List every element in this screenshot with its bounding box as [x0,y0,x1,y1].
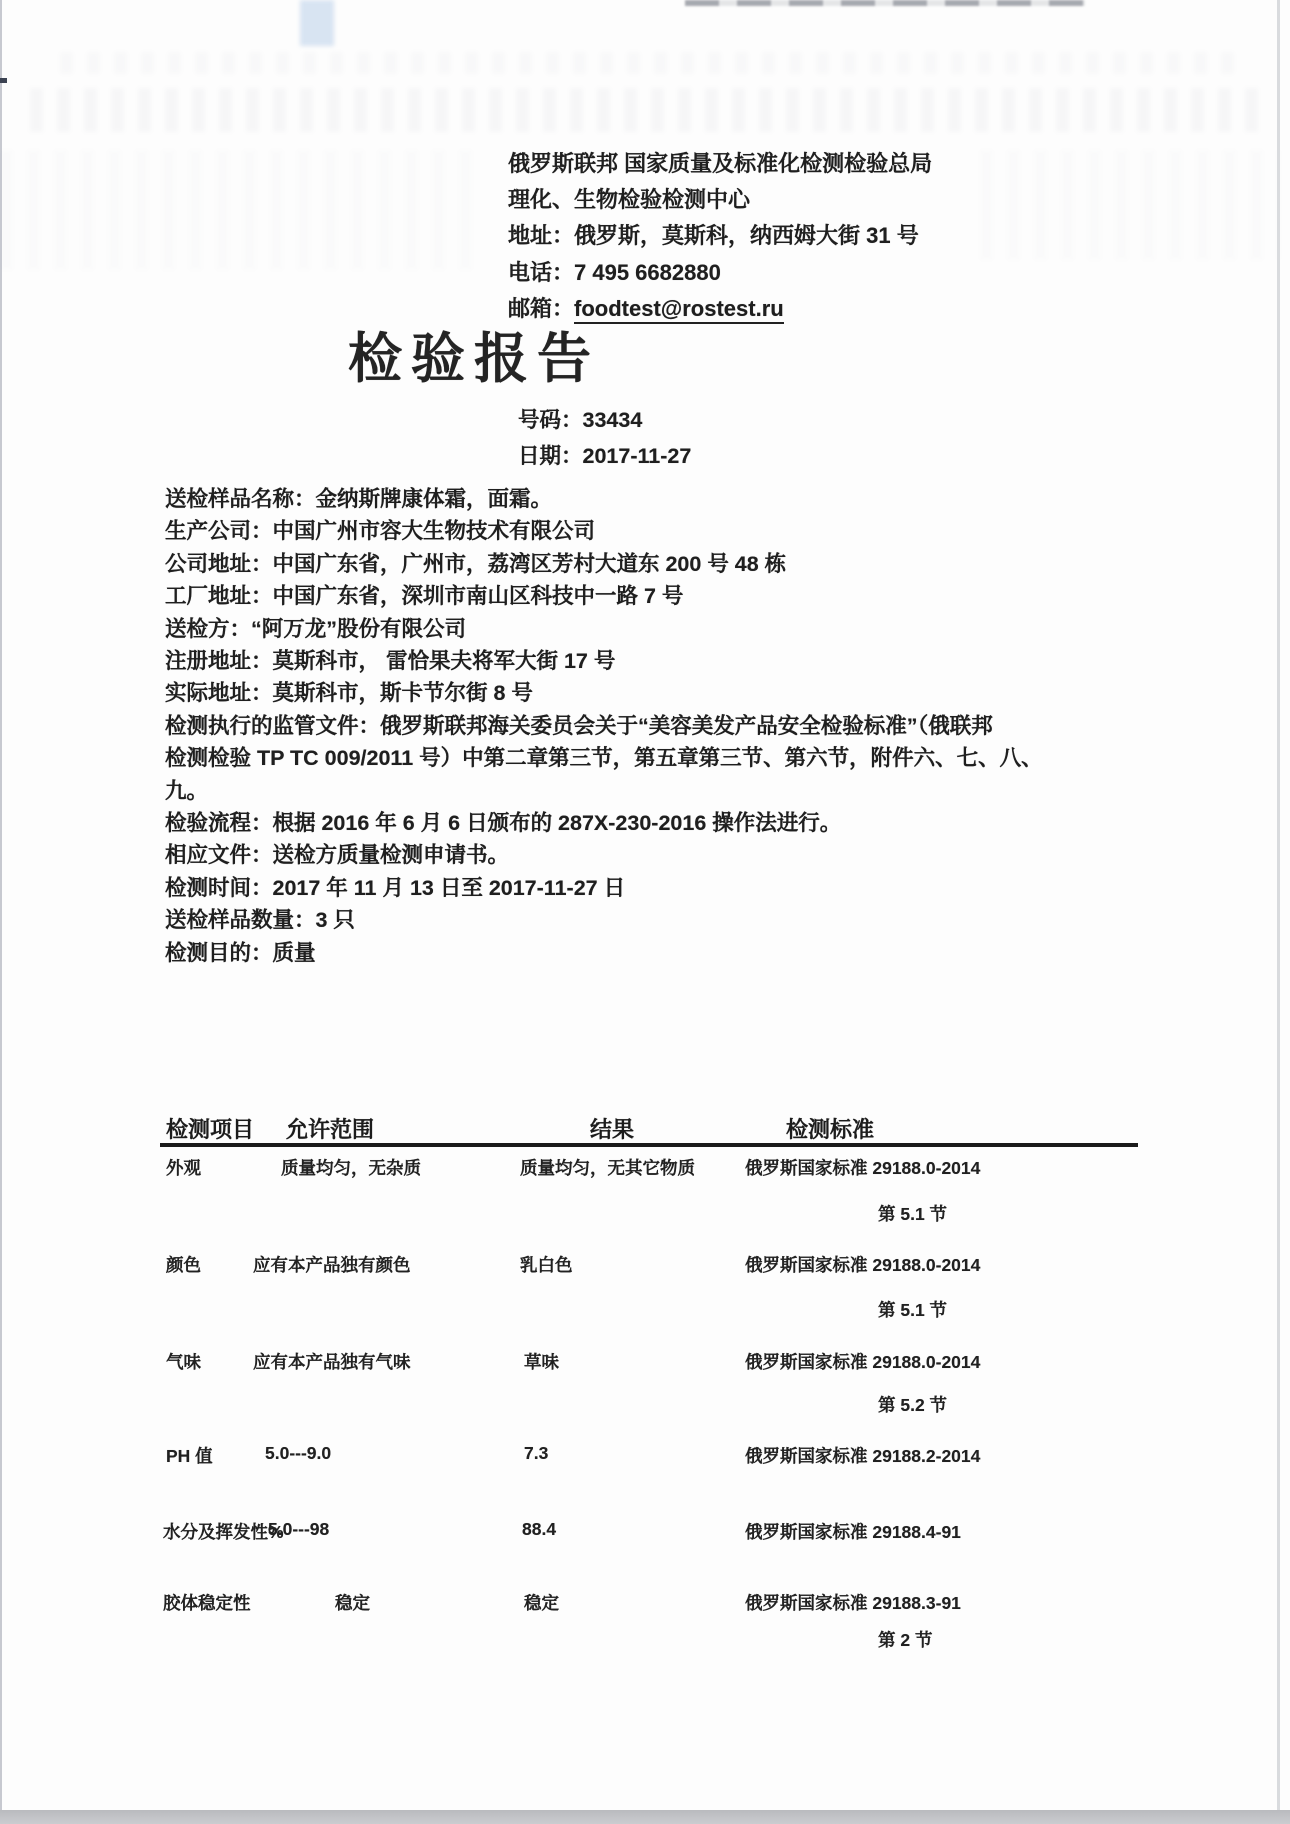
info-line: 工厂地址：中国广东省，深圳市南山区科技中一路 7 号 [165,584,684,609]
row-standard: 俄罗斯国家标准 29188.2-2014 [745,1446,981,1466]
row-result: 草味 [524,1352,559,1372]
info-line: 检测检验 TP TC 009/2011 号）中第二章第三节，第五章第三节、第六节，附件六、七、八、 [165,746,1043,771]
info-line: 检验流程：根据 2016 年 6 月 6 日颁布的 287X-230-2016 操作法进行。 [165,811,842,836]
table-header-result: 结果 [590,1117,635,1142]
phone-value: 7 495 6682880 [574,259,721,285]
row-range: 5.0---98 [268,1519,330,1539]
info-line: 生产公司：中国广州市容大生物技术有限公司 [165,519,596,544]
row-range: 应有本产品独有气味 [253,1352,411,1372]
email-label: 邮箱： [508,295,575,321]
row-range: 稳定 [335,1593,370,1613]
row-standard: 俄罗斯国家标准 29188.0-2014 [745,1255,981,1275]
row-result: 稳定 [524,1593,559,1613]
row-item: PH 值 [166,1446,213,1466]
row-item: 水分及挥发性% [163,1522,284,1542]
scan-bleedthrough-top-3 [0,150,480,270]
info-line: 送检样品数量：3 只 [165,908,355,933]
row-item: 颜色 [166,1255,201,1275]
row-range: 5.0---9.0 [265,1443,332,1463]
row-standard: 俄罗斯国家标准 29188.4-91 [745,1522,961,1542]
page-left-edge [0,0,2,1824]
row-standard: 俄罗斯国家标准 29188.0-2014 [745,1158,981,1178]
row-item: 气味 [166,1352,201,1372]
table-header-standard: 检测标准 [786,1117,875,1142]
scan-bleedthrough-top-2 [30,88,1260,132]
scan-bleedthrough-top-1 [60,52,1240,74]
info-line: 送检样品名称：金纳斯牌康体霜，面霜。 [165,487,553,511]
email-link[interactable]: foodtest@rostest.ru [574,296,784,324]
page-left-edge-mark [0,78,7,83]
row-range: 应有本产品独有颜色 [253,1255,411,1275]
agency-phone-line [508,255,932,291]
row-standard: 俄罗斯国家标准 29188.3-91 [745,1593,961,1613]
info-line: 检测目的：质量 [165,940,316,965]
agency-address-line: 地址：俄罗斯，莫斯科，纳西姆大街 31 号 [508,223,919,249]
agency-center-line: 理化、生物检验检测中心 [508,187,751,213]
phone-label: 电话： [508,259,575,285]
row-result: 7.3 [524,1443,549,1463]
row-standard-note: 第 5.2 节 [878,1395,948,1415]
scan-bleedthrough-right [980,150,1280,260]
row-standard-note: 第 2 节 [878,1630,933,1650]
info-line: 实际地址：莫斯科市，斯卡节尔街 8 号 [165,681,533,706]
page-right-edge [1277,0,1280,1824]
row-result: 乳白色 [520,1255,573,1275]
row-result: 88.4 [522,1519,557,1539]
row-result: 质量均匀，无其它物质 [520,1158,695,1178]
table-header-range: 允许范围 [286,1117,375,1142]
row-range: 质量均匀，无杂质 [281,1158,421,1178]
row-item: 外观 [166,1158,201,1178]
table-header-rule [160,1143,1138,1147]
agency-letterhead [508,146,932,327]
sample-info-block [165,483,1043,969]
info-line: 送检方：“阿万龙”股份有限公司 [165,616,467,641]
info-line: 公司地址：中国广东省，广州市，荔湾区芳村大道东 200 号 48 栋 [165,551,787,576]
row-item: 胶体稳定性 [163,1593,251,1613]
scan-mark-blue [300,0,334,46]
table-header-item: 检测项目 [166,1117,255,1142]
info-line: 检测执行的监管文件：俄罗斯联邦海关委员会关于“美容美发产品安全检验标准”（俄联邦 [165,713,993,738]
info-line: 注册地址：莫斯科市， 雷恰果夫将军大街 17 号 [165,649,616,674]
row-standard-note: 第 5.1 节 [878,1204,948,1224]
agency-name-line: 俄罗斯联邦 国家质量及标准化检测检验总局 [508,151,933,176]
row-standard-note: 第 5.1 节 [878,1300,948,1320]
report-title: 检验报告 [348,329,600,389]
scan-mark-top-edge [685,0,1085,6]
report-date: 日期：2017-11-27 [518,444,692,468]
info-line: 九。 [165,778,209,803]
page-bottom-edge [0,1810,1290,1824]
row-standard: 俄罗斯国家标准 29188.0-2014 [745,1352,981,1372]
info-line: 相应文件：送检方质量检测申请书。 [165,843,510,868]
info-line: 检测时间：2017 年 11 月 13 日至 2017-11-27 日 [165,875,626,900]
report-meta [518,402,691,474]
report-number: 号码：33434 [518,408,643,432]
